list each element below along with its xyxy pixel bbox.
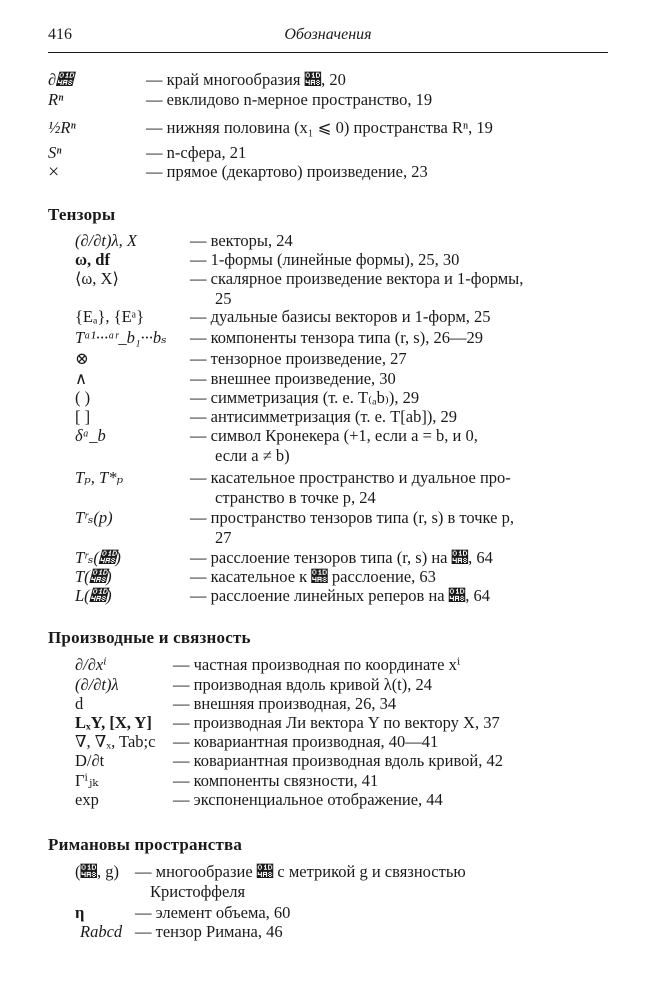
notation-description: — касательное пространство и дуальное про-: [190, 468, 511, 487]
notation-description: — ковариантная производная вдоль кривой, 42: [173, 751, 503, 770]
notation-description-continuation: 27: [215, 528, 232, 547]
notation-symbol: Rabcd: [80, 922, 123, 941]
notation-symbol: Tʳₛ(p): [75, 508, 113, 527]
notation-description-continuation: Кристоффеля: [150, 882, 246, 901]
notation-symbol: [ ]: [75, 407, 91, 426]
notation-symbol: ⟨ω, X⟩: [75, 269, 119, 288]
notation-symbol: Sⁿ: [48, 143, 62, 162]
notation-symbol: ∂/∂xⁱ: [75, 655, 107, 674]
notation-symbol: η: [75, 903, 85, 922]
notation-description: — дуальные базисы векторов и 1-форм, 25: [190, 307, 491, 326]
notation-symbol: Tₚ, T*ₚ: [75, 468, 124, 487]
notation-description: — ковариантная производная, 40—41: [173, 732, 439, 751]
notation-symbol: ∇, ∇ₓ, Tab;c: [75, 732, 156, 751]
notation-description: — внешнее произведение, 30: [190, 369, 396, 388]
notation-description: — нижняя половина (x₁ ⩽ 0) пространства Rⁿ, 19: [146, 118, 493, 137]
notation-symbol: ½Rⁿ: [48, 118, 76, 137]
notation-description: — производная вдоль кривой λ(t), 24: [173, 675, 433, 694]
notation-symbol: Tᵃ¹···ᵃʳ_b₁···bₛ: [75, 328, 167, 347]
notation-symbol: exp: [75, 790, 99, 809]
notation-symbol: Γⁱⱼₖ: [75, 771, 99, 790]
notation-description: — расслоение линейных реперов на 𝒨, 64: [190, 586, 490, 605]
notation-symbol: Rⁿ: [48, 90, 64, 109]
section-heading-derivatives: Производные и связность: [48, 628, 251, 647]
notation-description: — симметризация (т. е. T₍ₐb₎), 29: [190, 388, 420, 407]
notation-description: — касательное к 𝒨 расслоение, 63: [190, 567, 436, 586]
section-heading-riemann: Римановы пространства: [48, 835, 243, 854]
notation-description: — край многообразия 𝒨, 20: [146, 70, 346, 89]
notation-description: — скалярное произведение вектора и 1-формы,: [190, 269, 524, 288]
notation-description: — компоненты связности, 41: [173, 771, 379, 790]
running-title: Обозначения: [284, 26, 372, 43]
notation-description: — элемент объема, 60: [135, 903, 291, 922]
notation-description: — символ Кронекера (+1, если a = b, и 0,: [190, 426, 478, 445]
notation-symbol: ω, df: [75, 250, 110, 269]
notation-description: — пространство тензоров типа (r, s) в точке p,: [190, 508, 514, 527]
notation-description-continuation: 25: [215, 289, 232, 308]
notation-symbol: (𝒨, g): [75, 862, 119, 881]
notation-description: — тензорное произведение, 27: [190, 349, 407, 368]
notation-description: — прямое (декартово) произведение, 23: [146, 162, 428, 181]
notation-description: — многообразие 𝒨 с метрикой g и связностью: [135, 862, 466, 881]
notation-symbol: δᵃ_b: [75, 426, 106, 445]
notation-description-continuation: странство в точке p, 24: [215, 488, 376, 507]
notation-description: — компоненты тензора типа (r, s), 26—29: [190, 328, 483, 347]
notation-symbol: Tʳₛ(𝒨): [75, 548, 121, 567]
notation-symbol: LₓY, [X, Y]: [75, 713, 152, 732]
notation-description: — векторы, 24: [190, 231, 293, 250]
page-number: 416: [48, 26, 72, 43]
notation-description: — евклидово n-мерное пространство, 19: [146, 90, 433, 109]
notation-symbol: ∂𝒨: [48, 70, 73, 89]
notation-description: — частная производная по координате xⁱ: [173, 655, 461, 674]
notation-description: — 1-формы (линейные формы), 25, 30: [190, 250, 460, 269]
notation-description: — внешняя производная, 26, 34: [173, 694, 397, 713]
notation-symbol: D/∂t: [75, 751, 105, 770]
notation-symbol: (∂/∂t)λ: [75, 675, 119, 694]
notation-description: — экспоненциальное отображение, 44: [173, 790, 443, 809]
notation-description: — n-сфера, 21: [146, 143, 247, 162]
notation-symbol: ⊗: [75, 349, 89, 368]
notation-symbol: T(𝒨): [75, 567, 112, 586]
notation-symbol: {Eₐ}, {Eᵃ}: [75, 307, 145, 326]
notation-symbol: L(𝒨): [75, 586, 112, 605]
notation-description: — производная Ли вектора Y по вектору X, 37: [173, 713, 500, 732]
section-heading-tensors: Тензоры: [48, 205, 116, 224]
notation-description: — антисимметризация (т. е. T[ab]), 29: [190, 407, 458, 426]
notation-symbol: d: [75, 694, 84, 713]
notation-symbol: (∂/∂t)λ, X: [75, 231, 137, 250]
notation-description: — расслоение тензоров типа (r, s) на 𝒨, 64: [190, 548, 493, 567]
notation-symbol: ( ): [75, 388, 91, 407]
notation-description: — тензор Римана, 46: [135, 922, 283, 941]
notation-symbol: ×: [48, 161, 60, 183]
notation-symbol: ∧: [75, 369, 88, 388]
notation-description-continuation: если a ≠ b): [215, 446, 290, 465]
